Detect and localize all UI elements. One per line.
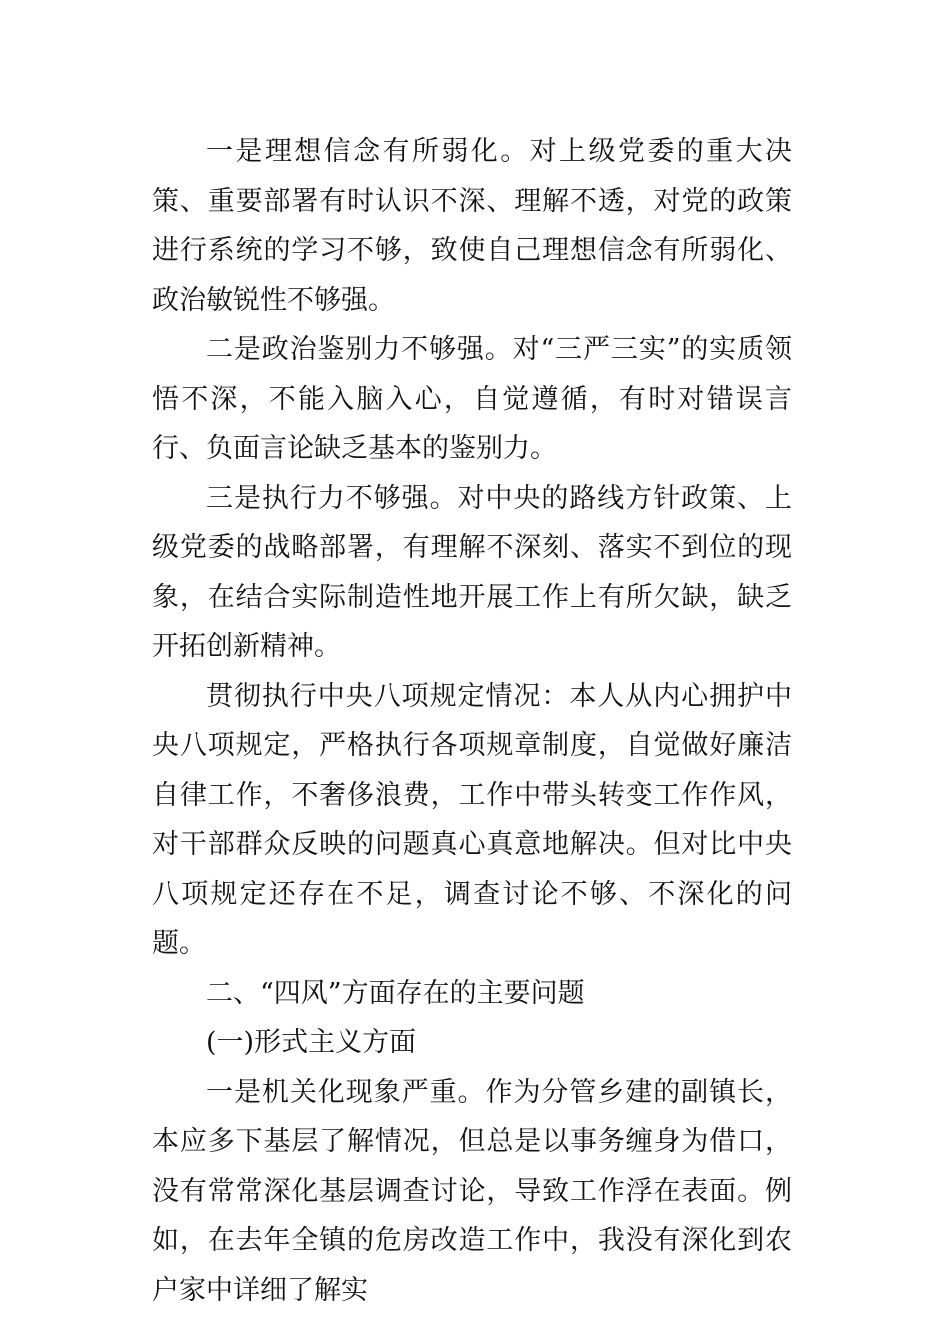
section-heading-four-styles: 二、“四风”方面存在的主要问题	[206, 977, 585, 1009]
paragraph-bureaucratization: 一是机关化现象严重。作为分管乡建的副镇长，本应多下基层了解情况，但总是以事务缠身为借口，没有常常深化基层调查讨论，导致工作浮在表面。例如，在去年全镇的危房改造工作中，我没有深化到农户家中详细了解实	[152, 1076, 792, 1306]
paragraph-ideals: 一是理想信念有所弱化。对上级党委的重大决策、重要部署有时认识不深、理解不透，对党的政策进行系统的学习不够，致使自己理想信念有所弱化、政治敏锐性不够强。	[152, 136, 792, 316]
paragraph-political-discernment: 二是政治鉴别力不够强。对“三严三实”的实质领悟不深，不能入脑入心，自觉遵循，有时对错误言行、负面言论缺乏基本的鉴别力。	[152, 334, 792, 464]
paragraph-execution: 三是执行力不够强。对中央的路线方针政策、上级党委的战略部署，有理解不深刻、落实不到位的现象，在结合实际制造性地开展工作上有所欠缺，缺乏开拓创新精神。	[152, 482, 792, 662]
subsection-heading-formalism: (一)形式主义方面	[206, 1027, 417, 1058]
document-body	[152, 127, 792, 1315]
paragraph-eight-rules: 贯彻执行中央八项规定情况：本人从内心拥护中央八项规定，严格执行各项规章制度，自觉做好廉洁自律工作，不奢侈浪费，工作中带头转变工作作风，对干部群众反映的问题真心真意地解决。但对比中央八项规定还存在不足，调查讨论不够、不深化的问题。	[152, 680, 792, 959]
